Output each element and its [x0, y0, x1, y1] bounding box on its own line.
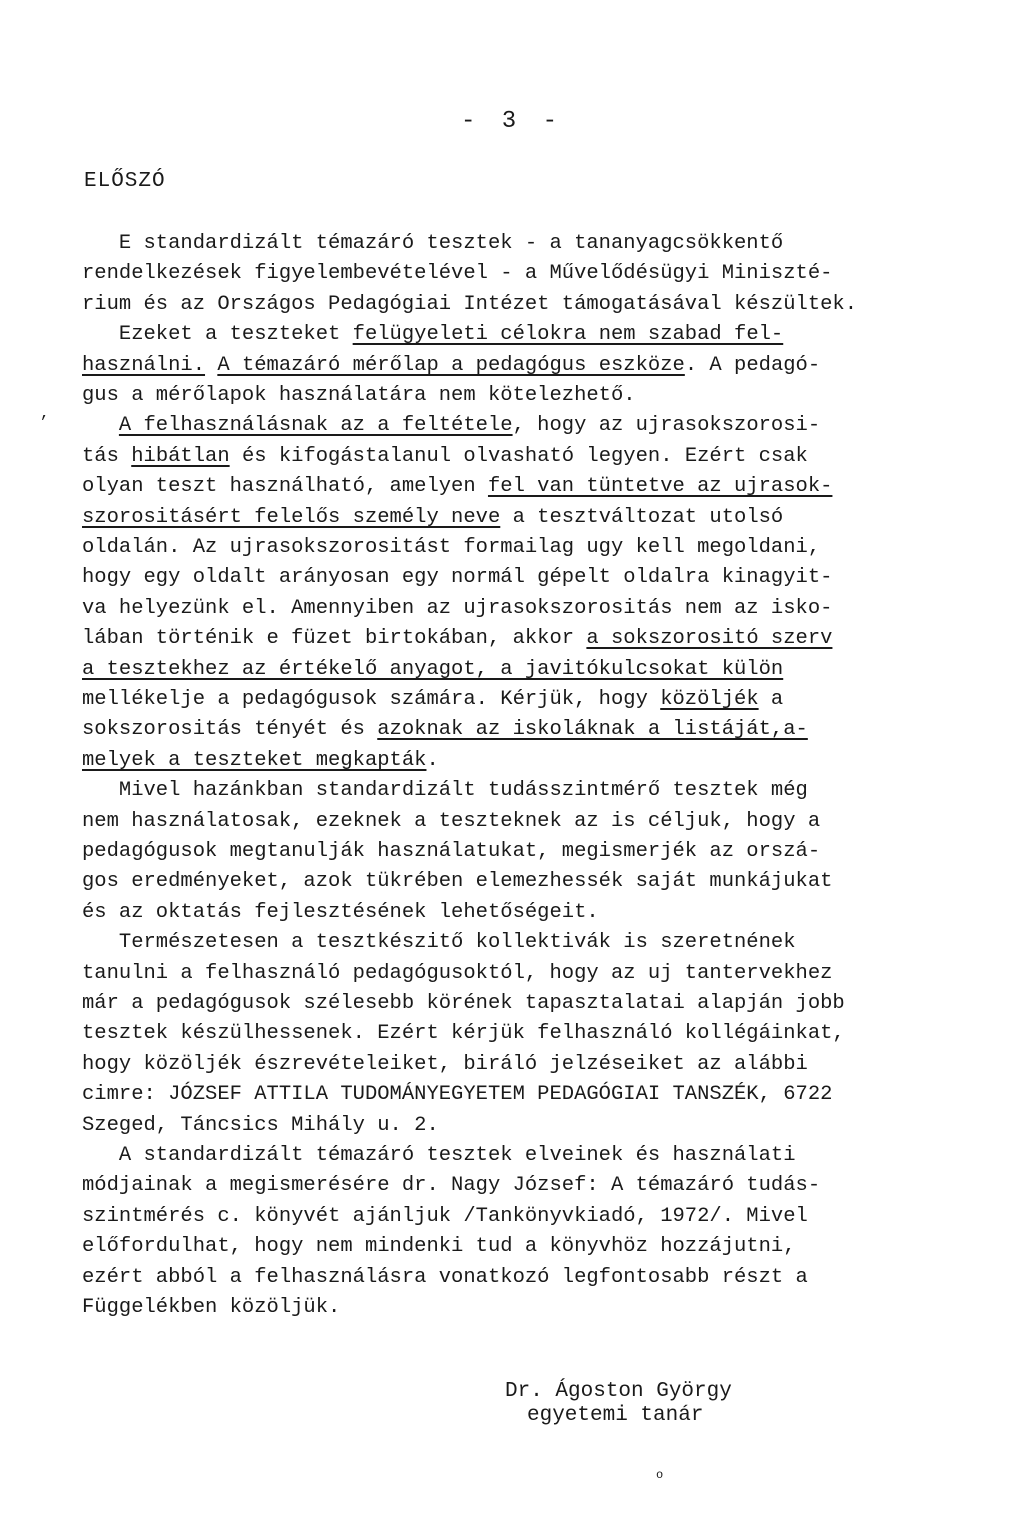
underlined-text: felügyeleti célokra nem szabad fel-	[352, 323, 784, 346]
heading: ELŐSZÓ	[84, 170, 166, 193]
text-line	[82, 961, 882, 987]
text-segment: rendelkezések figyelembevételével - a Művelődésügyi Miniszté-	[82, 262, 833, 285]
text-line	[82, 383, 882, 409]
page-number: - 3 -	[460, 108, 563, 135]
text-segment: olyan teszt használható, amelyen	[82, 475, 488, 498]
text-line	[82, 1021, 882, 1047]
text-segment: oldalán. Az ujrasokszorositást formailag ugy kell megoldani,	[82, 536, 821, 559]
text-segment: tás	[82, 445, 132, 468]
text-line	[82, 596, 882, 622]
underlined-text: azoknak az iskoláknak a listáját,a-	[377, 718, 808, 741]
text-segment: szintmérés c. könyvét ajánljuk /Tankönyvkiadó, 1972/. Mivel	[82, 1205, 808, 1228]
text-segment: E standardizált témazáró tesztek - a tananyagcsökkentő	[82, 232, 784, 255]
text-line	[82, 1234, 882, 1260]
text-line	[82, 1173, 882, 1199]
text-line	[82, 444, 882, 470]
text-line	[82, 1082, 882, 1108]
text-line	[82, 565, 882, 591]
text-segment: lában történik e füzet birtokában, akkor	[82, 627, 587, 650]
text-line	[82, 505, 882, 531]
stray-dot: o	[656, 1468, 664, 1482]
text-segment: hogy közöljék észrevételeiket, biráló jelzéseiket az alábbi	[82, 1053, 808, 1076]
text-segment: a tesztváltozat utolsó	[500, 506, 784, 529]
underlined-text: használni.	[82, 354, 206, 377]
underlined-text: közöljék	[660, 688, 759, 711]
text-line	[82, 1143, 882, 1169]
underlined-text: A felhasználásnak az a feltétele	[118, 414, 513, 437]
text-segment: . A pedagó-	[684, 354, 821, 377]
text-line	[82, 778, 882, 804]
text-segment: .	[426, 749, 439, 772]
text-segment: ezért abból a felhasználásra vonatkozó legfontosabb részt a	[82, 1266, 808, 1289]
text-segment: Ezeket a teszteket	[82, 323, 353, 346]
text-line	[82, 1113, 882, 1139]
text-line	[82, 869, 882, 895]
text-line	[82, 474, 882, 500]
text-segment: előfordulhat, hogy nem mindenki tud a könyvhöz hozzájutni,	[82, 1235, 796, 1258]
text-line	[82, 353, 882, 379]
text-segment: , hogy az ujrasokszorosi-	[512, 414, 821, 437]
text-segment: nem használatosak, ezeknek a teszteknek az is céljuk, hogy a	[82, 810, 821, 833]
text-line	[82, 839, 882, 865]
underlined-text: melyek a teszteket megkapták	[82, 749, 427, 772]
text-line	[82, 930, 882, 956]
text-segment: gus a mérőlapok használatára nem kötelezhető.	[82, 384, 636, 407]
text-segment: módjainak a megismerésére dr. Nagy József: A témazáró tudás-	[82, 1174, 821, 1197]
text-segment: mellékelje a pedagógusok számára. Kérjük, hogy	[82, 688, 661, 711]
underlined-text: A témazáró mérőlap a pedagógus eszköze	[217, 354, 685, 377]
underlined-text: fel van tüntetve az ujrasok-	[487, 475, 833, 498]
text-line	[82, 900, 882, 926]
text-segment: tesztek készülhessenek. Ezért kérjük felhasználó kollégáinkat,	[82, 1022, 845, 1045]
text-segment: már a pedagógusok szélesebb körének tapasztalatai alapján jobb	[82, 992, 845, 1015]
text-line	[82, 1204, 882, 1230]
text-segment	[205, 354, 217, 377]
text-segment: Függelékben közöljük.	[82, 1296, 341, 1319]
text-segment: Szeged, Táncsics Mihály u. 2.	[82, 1114, 439, 1137]
text-line	[82, 535, 882, 561]
underlined-text: hibátlan	[131, 445, 230, 468]
text-line	[82, 261, 882, 287]
text-segment: Mivel hazánkban standardizált tudásszintmérő tesztek még	[82, 779, 808, 802]
underlined-text: a sokszorositó szerv	[586, 627, 833, 650]
text-line	[82, 809, 882, 835]
text-line	[82, 231, 882, 257]
text-line	[82, 657, 882, 683]
text-line	[82, 1052, 882, 1078]
text-segment: cimre: JÓZSEF ATTILA TUDOMÁNYEGYETEM PEDAGÓGIAI TANSZÉK, 6722	[82, 1083, 833, 1106]
text-segment: sokszorositás tényét és	[82, 718, 378, 741]
signature-name: Dr. Ágoston György	[505, 1380, 732, 1403]
text-segment: Természetesen a tesztkészitő kollektivák is szeretnének	[82, 931, 796, 954]
text-segment: gos eredményeket, azok tükrében elemezhessék saját munkájukat	[82, 870, 833, 893]
text-line	[82, 292, 882, 318]
text-line	[82, 413, 882, 439]
margin-mark: ,	[40, 404, 50, 422]
text-segment: rium és az Országos Pedagógiai Intézet támogatásával készültek.	[82, 293, 858, 316]
text-line	[82, 748, 882, 774]
text-line	[82, 687, 882, 713]
text-segment: pedagógusok megtanulják használatukat, megismerjék az orszá-	[82, 840, 821, 863]
text-segment: és kifogástalanul olvasható legyen. Ezért csak	[229, 445, 808, 468]
text-line	[82, 322, 882, 348]
text-line	[82, 626, 882, 652]
text-segment	[82, 414, 119, 437]
text-line	[82, 991, 882, 1017]
signature-title: egyetemi tanár	[527, 1404, 704, 1427]
text-line	[82, 717, 882, 743]
underlined-text: szorositásért felelős személy neve	[82, 506, 501, 529]
text-segment: és az oktatás fejlesztésének lehetőségeit.	[82, 901, 599, 924]
text-segment: va helyezünk el. Amennyiben az ujrasokszorositás nem az isko-	[82, 597, 833, 620]
text-line	[82, 1295, 882, 1321]
text-segment: a	[758, 688, 784, 711]
text-segment: tanulni a felhasználó pedagógusoktól, hogy az uj tantervekhez	[82, 962, 833, 985]
text-segment: A standardizált témazáró tesztek elveinek és használati	[82, 1144, 796, 1167]
text-segment: hogy egy oldalt arányosan egy normál gépelt oldalra kinagyit-	[82, 566, 833, 589]
underlined-text: a tesztekhez az értékelő anyagot, a javitókulcsokat külön	[82, 658, 784, 681]
text-line	[82, 1265, 882, 1291]
